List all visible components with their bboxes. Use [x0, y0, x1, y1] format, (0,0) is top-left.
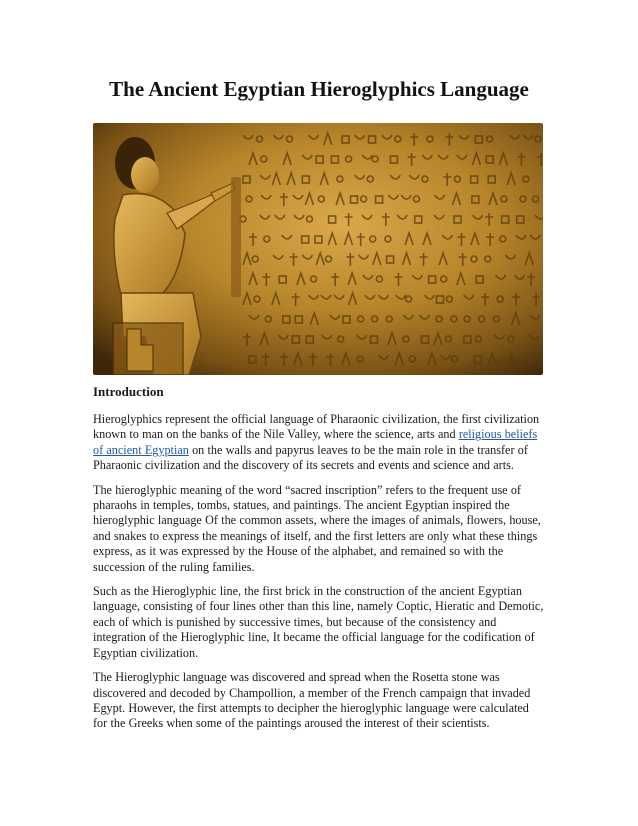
paragraph-2: The hieroglyphic meaning of the word “sacred inscription” refers to the frequent use of pharaohs in temples, tombs, statues, and paintings. The ancient Egyptian inspired the hieroglyphic language Of the common assets, where the images of animals, flowers, house, and snakes to express the meanings of itself, and the first letters are only what these things express, as it was expressed by the House of the alphabet, and remained so with the succession of the ruling families.	[93, 482, 541, 574]
paragraph-3: Such as the Hieroglyphic line, the first brick in the construction of the ancient Egyptian language, consisting of four lines other than this line, namely Coptic, Hieratic and Demotic, each of which is punished by successive times, but because of the consistency and integration of the Hieroglyphic line, It became the official language for the codification of Egyptian civilization.	[93, 584, 544, 660]
article-body	[93, 384, 545, 741]
paragraph-1-text-b: on the walls and papyrus leaves to be the main role in the transfer of Pharaonic civilization and the discovery of its secrets and events and science and arts.	[93, 442, 528, 473]
paragraph-1	[93, 412, 545, 474]
page-title: The Ancient Egyptian Hieroglyphics Language	[109, 77, 529, 101]
section-heading: Introduction	[93, 384, 164, 399]
paragraph-4: The Hieroglyphic language was discovered and spread when the Rosetta stone was discovered and decoded by Champollion, a member of the French campaign that invaded Egypt. However, the first attempts to decipher the hieroglyphic language were calculated for the Greeks when some of the paintings aroused the interest of their scientists.	[93, 670, 531, 731]
paragraph-1-text-a: Hieroglyphics represent the official language of Pharaonic civilization, the first civilization known to man on the banks of the Nile Valley, where the science, arts and	[93, 412, 540, 442]
religious-beliefs-link[interactable]: religious beliefs of ancient Egyptian	[93, 427, 538, 457]
hieroglyph-relief-image	[93, 123, 543, 375]
